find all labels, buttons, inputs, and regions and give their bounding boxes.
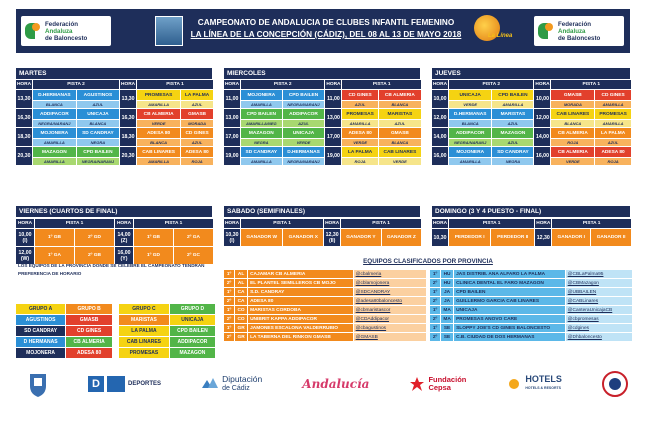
basketball-federation-icon bbox=[25, 21, 41, 41]
kit-color: AMARILLA bbox=[137, 101, 180, 108]
hotels-logo: HOTELS HOTELS & RESORTS bbox=[506, 375, 562, 393]
diputacion-logo: Diputación de Cádiz bbox=[201, 375, 262, 393]
match-time: 17,00 bbox=[325, 128, 341, 146]
kit-color: VERDE bbox=[342, 139, 377, 146]
team-cell: 1º GB bbox=[134, 229, 173, 246]
team-cell: CB ALMERIA bbox=[551, 128, 594, 138]
kit-color: AZUL bbox=[595, 139, 631, 146]
group-team: AGUSTINOS bbox=[16, 315, 65, 325]
hora-header: HORA bbox=[121, 82, 136, 87]
deportes-logo: D DEPORTES bbox=[88, 376, 161, 392]
team-name: MARISTAS CORDOBA bbox=[248, 306, 353, 314]
team-cell: D.HERMANAS bbox=[33, 90, 76, 100]
hora-header: HORA bbox=[116, 221, 132, 226]
team-cell: CPD BAILEN bbox=[492, 90, 533, 100]
group-team: CPD BAILEN bbox=[170, 326, 215, 336]
team-name: JAMONES ESCALONA VALDERRUBIO bbox=[248, 324, 353, 332]
kit-color: AZUL bbox=[283, 120, 325, 127]
match-time: 20,30 bbox=[120, 147, 136, 165]
basketball-federation-icon bbox=[538, 21, 554, 41]
pista2-header: PISTA 2 bbox=[33, 80, 119, 89]
kit-color: NEGRA bbox=[77, 139, 119, 146]
group-team: PROMESAS bbox=[119, 348, 169, 358]
kit-color: BLANCA bbox=[137, 139, 180, 146]
match-time: 18,30 bbox=[16, 128, 32, 146]
place: 2º bbox=[430, 297, 440, 305]
martes-banner: MARTES bbox=[16, 68, 212, 79]
hora-header: HORA bbox=[16, 82, 32, 87]
kit-color: AMARILLA bbox=[492, 101, 533, 108]
andalucia-logo: Andalucía bbox=[302, 377, 370, 391]
hora-header: HORA bbox=[432, 221, 448, 226]
group-team: D HERMANAS bbox=[16, 337, 65, 347]
social-link[interactable]: @cdgines bbox=[567, 325, 590, 331]
social-link[interactable]: @SDCANDRAY bbox=[355, 289, 391, 295]
pista1-header: PISTA 1 bbox=[134, 219, 213, 228]
federation-logo-right: Federación Andaluza de Baloncesto bbox=[534, 16, 624, 46]
group-team: MARISTAS bbox=[119, 315, 169, 325]
team-cell: CD GINES bbox=[595, 90, 631, 100]
social-link[interactable]: @adesa80baloncesto bbox=[355, 298, 403, 304]
club-badge-logo bbox=[602, 371, 628, 397]
team-cell: ADDIPACOR bbox=[33, 109, 76, 119]
kit-color: ROJA bbox=[551, 139, 594, 146]
kit-color: MORADA bbox=[551, 101, 594, 108]
building-icon bbox=[107, 376, 125, 392]
miercoles-schedule bbox=[223, 79, 422, 166]
host-logo: La Línea bbox=[474, 15, 500, 41]
team-name: EL PLANTEL SEMILLEROS CB MOJO bbox=[248, 279, 353, 287]
province: JA bbox=[441, 297, 453, 305]
team-name: UNICAJA bbox=[454, 306, 565, 314]
team-cell: CB ALMERIA bbox=[137, 109, 180, 119]
kit-color: AMARILLA bbox=[595, 120, 631, 127]
group-header: GRUPO D bbox=[170, 304, 215, 314]
team-cell: CAB LINARES bbox=[137, 147, 180, 157]
team-cell: 2º GD bbox=[75, 229, 114, 246]
team-name: UNIBRIT KAPPA ADDIPACOR bbox=[248, 315, 353, 323]
place: 1º bbox=[430, 288, 440, 296]
kit-color: BLANCA bbox=[33, 101, 76, 108]
team-cell: ADESA 80 bbox=[181, 147, 213, 157]
match-time: 13,30 bbox=[120, 90, 136, 108]
pista1-header: PISTA 1 bbox=[241, 219, 323, 228]
province: MA bbox=[441, 306, 453, 314]
kit-color: VERDE bbox=[379, 158, 421, 165]
match-time: 14,00 bbox=[534, 128, 550, 146]
team-cell: CPD BAILEN bbox=[241, 109, 282, 119]
kit-color: AZUL bbox=[492, 120, 533, 127]
sun-icon bbox=[506, 376, 522, 392]
header-banner bbox=[16, 9, 630, 53]
team-cell: ADDIPACOR bbox=[449, 128, 491, 138]
kit-color: NEGRA bbox=[492, 158, 533, 165]
pista1-header: PISTA 1 bbox=[449, 219, 534, 228]
team-cell: CPD BAILEN bbox=[77, 147, 119, 157]
social-link[interactable]: @CanteraUnicajaCB bbox=[567, 307, 613, 313]
team-cell: GMASB bbox=[181, 109, 213, 119]
team-cell: SD CANDRAY bbox=[77, 128, 119, 138]
team-cell: GMASB bbox=[379, 128, 421, 138]
cepsa-icon bbox=[409, 376, 425, 392]
place: 1º bbox=[224, 288, 234, 296]
crest-icon bbox=[28, 370, 48, 398]
team-cell: GANADOR Y bbox=[341, 229, 381, 246]
kit-color: AZUL bbox=[181, 139, 213, 146]
kit-color: BLANCA bbox=[379, 139, 421, 146]
team-cell: GANADOR W bbox=[241, 229, 282, 246]
event-photo bbox=[155, 16, 183, 46]
group-team: GMASB bbox=[66, 315, 112, 325]
kit-color: AMARILLA bbox=[33, 158, 76, 165]
team-cell: MAZAGON bbox=[33, 147, 76, 157]
team-name: GUILLERMO GARCIA CAB LINARES bbox=[454, 297, 565, 305]
kit-color: NEGRA/NARANJ bbox=[283, 101, 325, 108]
social-link[interactable]: @CABLinares bbox=[567, 298, 599, 304]
team-cell: 2º GA bbox=[174, 229, 213, 246]
province: HU bbox=[441, 279, 453, 287]
fundacion-cepsa-logo: Fundación Cepsa bbox=[409, 376, 466, 392]
match-time: 13,00 bbox=[325, 109, 341, 127]
match-time: 19,00 bbox=[325, 147, 341, 165]
match-time: 11,00 bbox=[224, 90, 240, 108]
match-time: 13,00 bbox=[224, 109, 240, 127]
place: 2º bbox=[430, 279, 440, 287]
team-cell: CD GINES bbox=[342, 90, 377, 100]
team-cell: SD CANDRAY bbox=[492, 147, 533, 157]
team-cell: GANADOR X bbox=[283, 229, 323, 246]
match-time: 12,00 bbox=[432, 109, 448, 127]
kit-color: NEGRA/NARANJ bbox=[33, 120, 76, 127]
groups-ab-table bbox=[15, 303, 113, 359]
match-time: 14,00 bbox=[432, 128, 448, 146]
pista1-header: PISTA 1 bbox=[551, 80, 631, 89]
group-team: MOJONERA bbox=[16, 348, 65, 358]
kit-color: AMARILLA bbox=[595, 101, 631, 108]
team-name: JAS DISTRIB. ANA ALFARO LA PALMA bbox=[454, 270, 565, 278]
hora-header: HORA bbox=[536, 221, 551, 226]
hora-header: HORA bbox=[17, 221, 33, 226]
team-name: S.D. CANDRAY bbox=[248, 288, 353, 296]
team-cell: CD GINES bbox=[181, 128, 213, 138]
pista1-header: PISTA 1 bbox=[137, 80, 213, 89]
team-name: LA TABERNA DEL RINKON GMASB bbox=[248, 333, 353, 341]
province: CA bbox=[235, 288, 247, 296]
team-name: CLINICA DENTAL EL FARO MAZAGON bbox=[454, 279, 565, 287]
team-cell: LA PALMA bbox=[342, 147, 377, 157]
kit-color: NEGRA/NARANJ bbox=[77, 158, 119, 165]
match-time: 17,00 bbox=[224, 128, 240, 146]
group-team: ADESA 80 bbox=[66, 348, 112, 358]
group-header: GRUPO B bbox=[66, 304, 112, 314]
team-cell: UNICAJA bbox=[77, 109, 119, 119]
team-cell: SD CANDRAY bbox=[241, 147, 282, 157]
groups-cd-table bbox=[118, 303, 216, 359]
kit-color: AZUL bbox=[342, 101, 377, 108]
viernes-schedule bbox=[15, 218, 214, 265]
kit-color: NEGRA bbox=[241, 139, 282, 146]
match-time: 20,30 bbox=[16, 147, 32, 165]
social-link[interactable]: @GMASB bbox=[355, 334, 378, 340]
group-header: GRUPO A bbox=[16, 304, 65, 314]
social-link[interactable]: @UBBAILEN bbox=[567, 289, 597, 295]
team-cell: CPD BAILEN bbox=[283, 90, 325, 100]
team-cell: LA PALMA bbox=[181, 90, 213, 100]
hora-header: HORA bbox=[535, 82, 550, 87]
d-icon: D bbox=[88, 376, 104, 392]
team-cell: 1º GA bbox=[35, 247, 74, 264]
kit-color: VERDE bbox=[137, 120, 180, 127]
match-time: 12,30 (II) bbox=[324, 229, 340, 246]
match-time: 10,30 bbox=[432, 229, 448, 246]
team-cell: CB ALMERIA bbox=[551, 147, 594, 157]
match-time: 16,00 bbox=[534, 147, 550, 165]
kit-color: AZUL bbox=[379, 120, 421, 127]
team-cell: GANADOR I bbox=[552, 229, 590, 246]
jueves-schedule bbox=[431, 79, 632, 166]
province: SE bbox=[441, 324, 453, 332]
jueves-banner: JUEVES bbox=[432, 68, 630, 79]
sabado-banner: SABADO (SEMIFINALES) bbox=[224, 206, 420, 217]
team-cell: GMASB bbox=[551, 90, 594, 100]
match-time: 10,00 bbox=[534, 90, 550, 108]
match-time: 18,30 bbox=[120, 128, 136, 146]
team-cell: D.HERMANAS bbox=[449, 109, 491, 119]
province: GR bbox=[235, 324, 247, 332]
social-link[interactable]: @cbalmeria bbox=[355, 271, 382, 277]
match-time: 10,00 bbox=[432, 90, 448, 108]
kit-color: AZUL bbox=[77, 101, 119, 108]
place: 1º bbox=[430, 270, 440, 278]
team-cell: CAB LINARES bbox=[551, 109, 594, 119]
social-link[interactable]: @cbagustinos bbox=[355, 325, 387, 331]
team-cell: 1º GB bbox=[35, 229, 74, 246]
team-cell: 2º GB bbox=[75, 247, 114, 264]
province: HU bbox=[441, 270, 453, 278]
kit-color: AZUL bbox=[492, 139, 533, 146]
team-cell: GANADOR Z bbox=[382, 229, 421, 246]
team-cell: 2º GC bbox=[174, 247, 213, 264]
club-badge-icon bbox=[602, 371, 628, 397]
team-cell: PERDEDOR I bbox=[449, 229, 490, 246]
group-team: ADDIPACOR bbox=[170, 337, 215, 347]
team-cell: AGUSTINOS bbox=[77, 90, 119, 100]
team-cell: MARISTAS bbox=[492, 109, 533, 119]
classified-title: EQUIPOS CLASIFICADOS POR PROVINCIA bbox=[363, 258, 493, 265]
kit-color: AMARILLA bbox=[137, 158, 180, 165]
schedule-note: LOS EQUIPOS DE LA PROVINCIA DONDE SE CELEBRE EL CAMPEONATO TENDRAN PREFERENCIA DE HORARIO bbox=[18, 263, 205, 276]
group-team: SD CANDRAY bbox=[16, 326, 65, 336]
kit-color: VERDE bbox=[551, 158, 594, 165]
team-cell: MAZAGON bbox=[241, 128, 282, 138]
kit-color: BLANCA bbox=[379, 101, 421, 108]
hora-header: HORA bbox=[224, 82, 240, 87]
team-cell: MOJONERA bbox=[449, 147, 491, 157]
federation-logo-left: Federación Andaluza de Baloncesto bbox=[21, 16, 111, 46]
team-name: SLOPPY JOE'S CD GINES BALONCESTO bbox=[454, 324, 565, 332]
kit-color: BLANCA bbox=[551, 120, 594, 127]
team-cell: GANADOR II bbox=[591, 229, 631, 246]
team-cell: MAZAGON bbox=[492, 128, 533, 138]
pista1-header: PISTA 1 bbox=[35, 219, 114, 228]
province: AL bbox=[235, 270, 247, 278]
match-time: 14,00 (Z) bbox=[115, 229, 133, 246]
team-cell: ADESA 80 bbox=[342, 128, 377, 138]
kit-color: AZUL bbox=[181, 101, 213, 108]
kit-color: BLANCA bbox=[77, 120, 119, 127]
kit-color: NEGRA/NARANJ bbox=[449, 139, 491, 146]
kit-color: AMARILLA bbox=[342, 120, 377, 127]
team-name: CPD BAILEN bbox=[454, 288, 565, 296]
place: 1º bbox=[224, 324, 234, 332]
place: 2º bbox=[224, 279, 234, 287]
kit-color: BLANCA bbox=[449, 120, 491, 127]
team-cell: MOJONERA bbox=[241, 90, 282, 100]
sponsors-bar bbox=[28, 366, 628, 402]
match-time: 13,30 bbox=[16, 90, 32, 108]
miercoles-banner: MIERCOLES bbox=[224, 68, 420, 79]
match-time: 16,30 bbox=[120, 109, 136, 127]
kit-color: NEGRA/NARANJ bbox=[283, 158, 325, 165]
province: CA bbox=[235, 297, 247, 305]
place: 2º bbox=[224, 297, 234, 305]
pista1-header: PISTA 1 bbox=[552, 219, 631, 228]
team-cell: PROMESAS bbox=[342, 109, 377, 119]
social-link[interactable]: @Dhbaloncesto bbox=[567, 334, 602, 340]
team-cell: CB ALMERIA bbox=[379, 90, 421, 100]
city-crest-logo bbox=[28, 370, 48, 398]
province: GR bbox=[235, 333, 247, 341]
match-time: 16,00 bbox=[432, 147, 448, 165]
hora-header: HORA bbox=[224, 221, 240, 226]
classified-left-table bbox=[223, 269, 427, 342]
social-link[interactable]: @cbpromesas bbox=[567, 316, 599, 322]
place: 2º bbox=[430, 315, 440, 323]
team-name: ADESA 80 bbox=[248, 297, 353, 305]
kit-color: VERDE bbox=[283, 139, 325, 146]
match-time: 10,30 (I) bbox=[224, 229, 240, 246]
team-cell: ADDIPACOR bbox=[283, 109, 325, 119]
kit-color: ROJA bbox=[342, 158, 377, 165]
domingo-banner: DOMINGO (3 Y 4 PUESTO - FINAL) bbox=[432, 206, 630, 217]
team-name: PROMESAS ANOVO CARE bbox=[454, 315, 565, 323]
martes-schedule bbox=[15, 79, 214, 166]
pista1-header: PISTA 1 bbox=[342, 80, 421, 89]
team-cell: ADESA 80 bbox=[595, 147, 631, 157]
social-link[interactable]: @CBMazagon bbox=[567, 280, 599, 286]
kit-color: AMARILLA bbox=[33, 139, 76, 146]
kit-color: AMARILLA bbox=[241, 158, 282, 165]
diputacion-icon bbox=[201, 376, 219, 392]
group-header: GRUPO C bbox=[119, 304, 169, 314]
place: 1º bbox=[430, 324, 440, 332]
team-cell: PERDEDOR II bbox=[491, 229, 534, 246]
group-team: CD GINES bbox=[66, 326, 112, 336]
sabado-schedule bbox=[223, 218, 422, 247]
hora-header: HORA bbox=[326, 82, 341, 87]
province: AL bbox=[235, 279, 247, 287]
team-cell: CAB LINARES bbox=[379, 147, 421, 157]
team-cell: PROMESAS bbox=[595, 109, 631, 119]
social-link[interactable]: @CDAddipacor bbox=[355, 316, 390, 322]
match-time: 12,30 bbox=[535, 229, 551, 246]
place: 1º bbox=[430, 306, 440, 314]
match-time: 10,00 (I) bbox=[16, 229, 34, 246]
place: 1º bbox=[224, 306, 234, 314]
group-team: UNICAJA bbox=[170, 315, 215, 325]
pista2-header: PISTA 2 bbox=[449, 80, 533, 89]
kit-color: AMARILLA/NEG bbox=[241, 120, 282, 127]
social-link[interactable]: @CBLaPalma95 bbox=[567, 271, 604, 277]
match-time: 19,00 bbox=[224, 147, 240, 165]
group-team: LA PALMA bbox=[119, 326, 169, 336]
pista2-header: PISTA 2 bbox=[241, 80, 324, 89]
team-cell: PROMESAS bbox=[137, 90, 180, 100]
social-link[interactable]: @cbmaristascor bbox=[355, 307, 391, 313]
hora-header: HORA bbox=[432, 82, 448, 87]
team-name: C.B. CIUDAD DE DOS HERMANAS bbox=[454, 333, 565, 341]
hora-header: HORA bbox=[325, 221, 340, 226]
social-link[interactable]: @cblamojonera bbox=[355, 280, 390, 286]
province: JA bbox=[441, 288, 453, 296]
team-cell: D.HERMANAS bbox=[283, 147, 325, 157]
kit-color: AMARILLA bbox=[241, 101, 282, 108]
province: CO bbox=[235, 315, 247, 323]
team-cell: LA PALMA bbox=[595, 128, 631, 138]
province: CO bbox=[235, 306, 247, 314]
page-title: CAMPEONATO DE ANDALUCIA DE CLUBES INFANTIL FEMENINO LA LÍNEA DE LA CONCEPCIÓN (CÁDIZ), DEL 08 AL 13 DE MAYO 2018 bbox=[190, 18, 462, 39]
place: 2º bbox=[224, 315, 234, 323]
match-time: 12,00 bbox=[534, 109, 550, 127]
kit-color: MORADA bbox=[181, 120, 213, 127]
match-time: 11,00 bbox=[325, 90, 341, 108]
province: MA bbox=[441, 315, 453, 323]
group-team: CB ALMERIA bbox=[66, 337, 112, 347]
group-team: CAB LINARES bbox=[119, 337, 169, 347]
team-cell: 1º GD bbox=[134, 247, 173, 264]
viernes-banner: VIERNES (CUARTOS DE FINAL) bbox=[16, 206, 212, 217]
place: 2º bbox=[224, 333, 234, 341]
match-time: 16,30 bbox=[16, 109, 32, 127]
place: 1º bbox=[224, 270, 234, 278]
team-cell: MOJONERA bbox=[33, 128, 76, 138]
match-time: 16,00 (Y) bbox=[115, 247, 133, 264]
province: SE bbox=[441, 333, 453, 341]
kit-color: AMARILLA bbox=[449, 158, 491, 165]
match-time: 12,00 (W) bbox=[16, 247, 34, 264]
team-cell: MARISTAS bbox=[379, 109, 421, 119]
kit-color: VERDE bbox=[449, 101, 491, 108]
classified-right-table bbox=[429, 269, 633, 342]
team-name: CAJAMAR CB ALMERIA bbox=[248, 270, 353, 278]
pista1-header: PISTA 1 bbox=[341, 219, 421, 228]
place: 2º bbox=[430, 333, 440, 341]
team-cell: UNICAJA bbox=[283, 128, 325, 138]
kit-color: ROJA bbox=[181, 158, 213, 165]
team-cell: UNICAJA bbox=[449, 90, 491, 100]
kit-color: ROJA bbox=[595, 158, 631, 165]
team-cell: ADESA 80 bbox=[137, 128, 180, 138]
group-team: MAZAGON bbox=[170, 348, 215, 358]
domingo-schedule bbox=[431, 218, 632, 247]
